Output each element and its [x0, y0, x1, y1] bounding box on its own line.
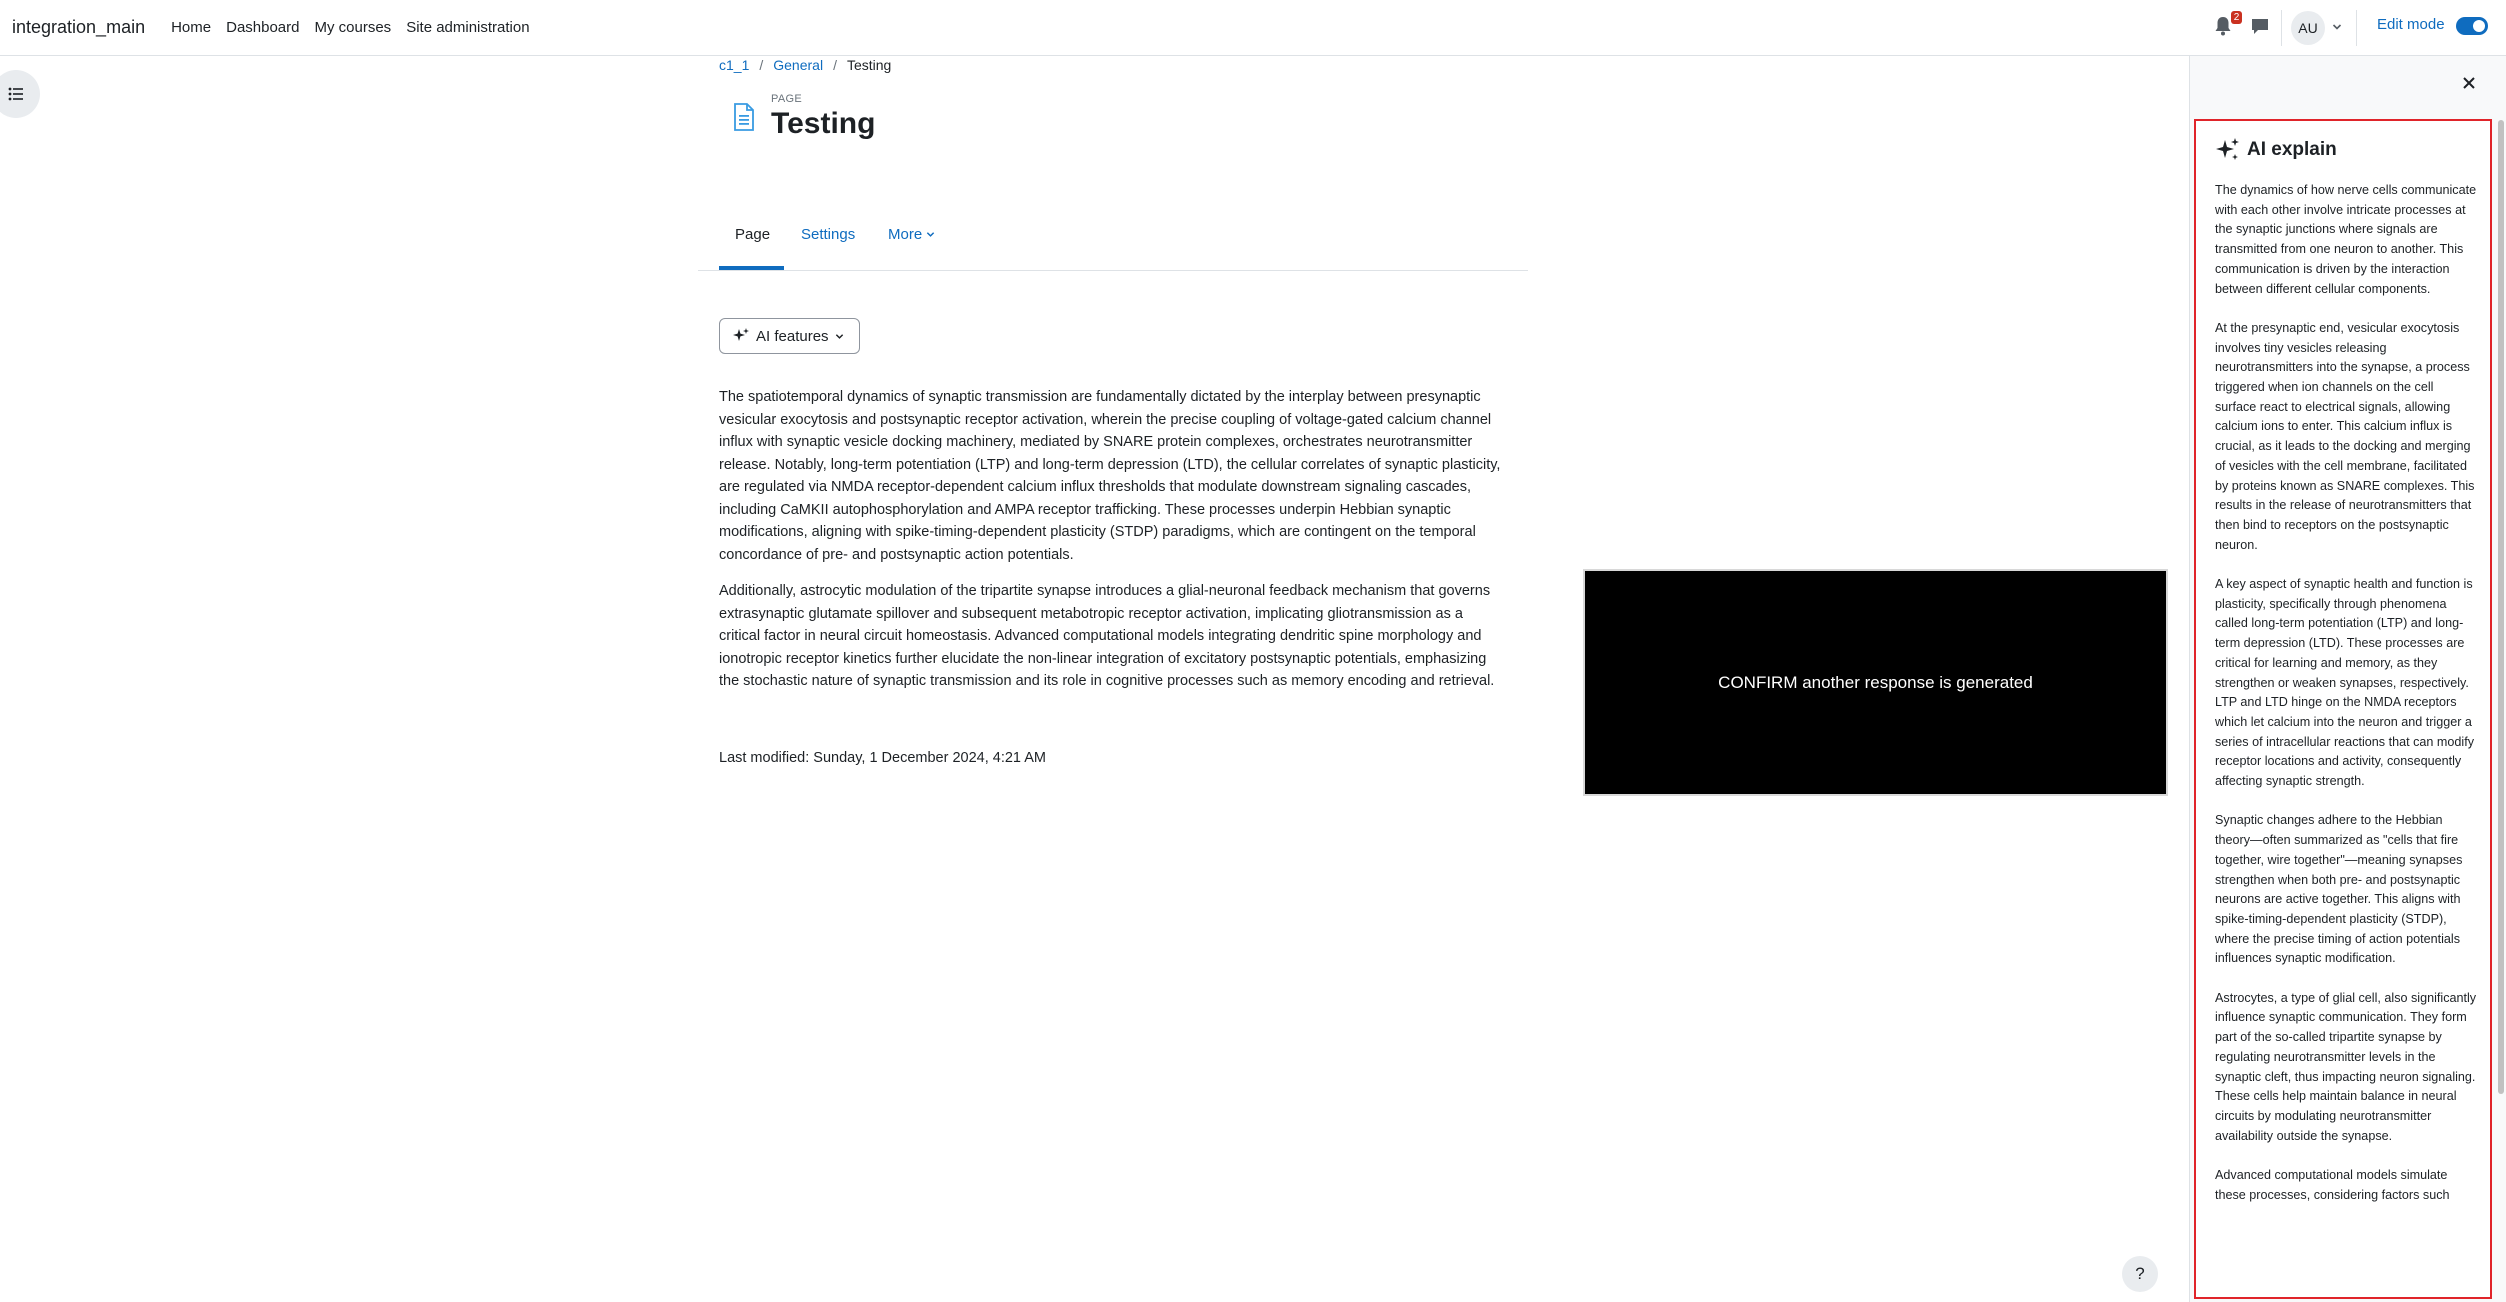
- close-icon[interactable]: [2461, 75, 2477, 91]
- ai-explain-paragraph: Astrocytes, a type of glial cell, also significantly influence synaptic communication. They form part of the so-called tripartite synapse by regulating neurotransmitter levels in the synaptic cleft, thus impacting neuron signaling. These cells help maintain balance in neural circuits by modulating neurotransmitter availability outside the synapse.: [2215, 990, 2477, 1143]
- chevron-down-icon: [835, 332, 844, 341]
- activity-type-label: PAGE: [771, 93, 802, 105]
- ai-sparkles-icon: [2215, 137, 2241, 163]
- nav-dashboard[interactable]: Dashboard: [226, 19, 300, 36]
- drawer-scrollbar[interactable]: [2498, 120, 2504, 1094]
- ai-explain-paragraph: A key aspect of synaptic health and function is plasticity, specifically through phenomena called long-term potentiation (LTP) and long-term depression (LTD). These processes are critical for learning and memory, as they strengthen or weaken synapses, respectively. LTP and LTD hinge on the NMDA receptors which let calcium into the neuron and trigger a series of intracellular reactions that can modify receptor locations and activity, consequently affecting synaptic strength.: [2215, 577, 2474, 789]
- active-tab-indicator: [719, 266, 784, 270]
- help-button[interactable]: ?: [2122, 1256, 2158, 1292]
- ai-sparkles-icon: [732, 327, 750, 345]
- page-title: Testing: [771, 107, 876, 140]
- ai-features-label: AI features: [756, 327, 829, 345]
- user-avatar[interactable]: AU: [2291, 11, 2325, 45]
- nav-my-courses[interactable]: My courses: [314, 19, 392, 36]
- edit-mode-toggle[interactable]: [2456, 17, 2488, 35]
- tab-page[interactable]: Page: [735, 226, 771, 243]
- breadcrumb-section[interactable]: General: [773, 57, 824, 73]
- ai-explain-paragraph: Synaptic changes adhere to the Hebbian theory—often summarized as "cells that fire together, wire together"—meaning synapses strengthen when both pre- and postsynaptic neurons are active together. This aligns with spike-timing-dependent plasticity (STDP), where the precise timing of action potentials influences synaptic modification.: [2215, 813, 2463, 966]
- notification-count-badge: 2: [2231, 11, 2242, 24]
- ai-explain-panel: [2194, 119, 2492, 1299]
- breadcrumb-course[interactable]: c1_1: [719, 57, 750, 73]
- navbar-divider: [2281, 10, 2282, 46]
- secondary-navigation: [698, 215, 1528, 271]
- ai-explain-paragraph: The dynamics of how nerve cells communicate with each other involve intricate processes at the synaptic junctions where signals are transmitted from one neuron to another. This communication is driven by the interaction between different cellular components.: [2215, 183, 2477, 296]
- breadcrumb-separator: /: [833, 57, 837, 73]
- site-brand[interactable]: integration_main: [12, 17, 146, 37]
- navbar-divider: [2356, 10, 2357, 46]
- content-paragraph: Additionally, astrocytic modulation of the tripartite synapse introduces a glial-neuronal feedback mechanism that governs extrasynaptic glutamate spillover and subsequent metabotropic receptor activation, implicating gliotransmission as a critical factor in neural circuit homeostasis. Advanced computational models integrating dendritic spine morphology and ionotropic receptor kinetics further elucidate the non-linear integration of excitatory postsynaptic potentials, emphasizing the stochastic nature of synaptic transmission and its role in cognitive processes such as memory encoding and retrieval.: [719, 583, 1495, 689]
- edit-mode-label: Edit mode: [2377, 16, 2445, 33]
- page-content: [719, 386, 1504, 707]
- primary-navigation: [171, 19, 530, 36]
- breadcrumb-separator: /: [759, 57, 764, 73]
- chevron-down-icon: [926, 230, 935, 239]
- ai-explain-title: AI explain: [2247, 139, 2337, 160]
- notification-bell-icon[interactable]: [2214, 16, 2232, 36]
- tab-more[interactable]: [888, 226, 935, 243]
- ai-explain-body: [2215, 181, 2477, 1225]
- last-modified-text: Last modified: Sunday, 1 December 2024, 4:21 AM: [719, 750, 1046, 766]
- overlay-message: CONFIRM another response is generated: [1718, 672, 2033, 692]
- breadcrumb-current: Testing: [846, 57, 892, 73]
- breadcrumb: [719, 57, 891, 73]
- ai-features-button[interactable]: [719, 318, 860, 354]
- confirmation-overlay: [1583, 569, 2168, 796]
- content-paragraph: The spatiotemporal dynamics of synaptic transmission are fundamentally dictated by the interplay between presynaptic vesicular exocytosis and postsynaptic receptor activation, wherein the precise coupling of voltage-gated calcium channel influx with synaptic vesicle docking machinery, mediated by SNARE protein complexes, orchestrates neurotransmitter release. Notably, long-term potentiation (LTP) and long-term depression (LTD), the cellular correlates of synaptic plasticity, are regulated via NMDA receptor-dependent calcium influx thresholds that modulate downstream signaling cascades, including CaMKII autophosphorylation and AMPA receptor trafficking. These processes underpin Hebbian synaptic modifications, aligning with spike-timing-dependent plasticity (STDP) paradigms, which are contingent on the temporal concordance of pre- and postsynaptic action potentials.: [719, 389, 1501, 563]
- nav-site-administration[interactable]: Site administration: [406, 19, 530, 36]
- ai-explain-header: [2215, 137, 2337, 163]
- ai-explain-paragraph: Advanced computational models simulate these processes, considering factors such: [2215, 1168, 2450, 1202]
- top-navbar: [0, 0, 2506, 56]
- user-menu-chevron-down-icon[interactable]: [2332, 22, 2342, 32]
- page-document-icon: [733, 103, 755, 131]
- nav-home[interactable]: Home: [171, 19, 212, 36]
- tab-more-label: More: [888, 226, 923, 243]
- messages-icon[interactable]: [2251, 17, 2269, 35]
- ai-explain-paragraph: At the presynaptic end, vesicular exocytosis involves tiny vesicles releasing neurotransmitters into the synapse, a process triggered when ion channels on the cell surface react to electrical signals, allowing calcium ions to enter. This calcium influx is crucial, as it leads to the docking and merging of vesicles with the cell membrane, facilitated by proteins known as SNARE complexes. This results in the release of neurotransmitters that then bind to receptors on the postsynaptic neuron.: [2215, 320, 2475, 552]
- tab-settings[interactable]: Settings: [801, 226, 856, 243]
